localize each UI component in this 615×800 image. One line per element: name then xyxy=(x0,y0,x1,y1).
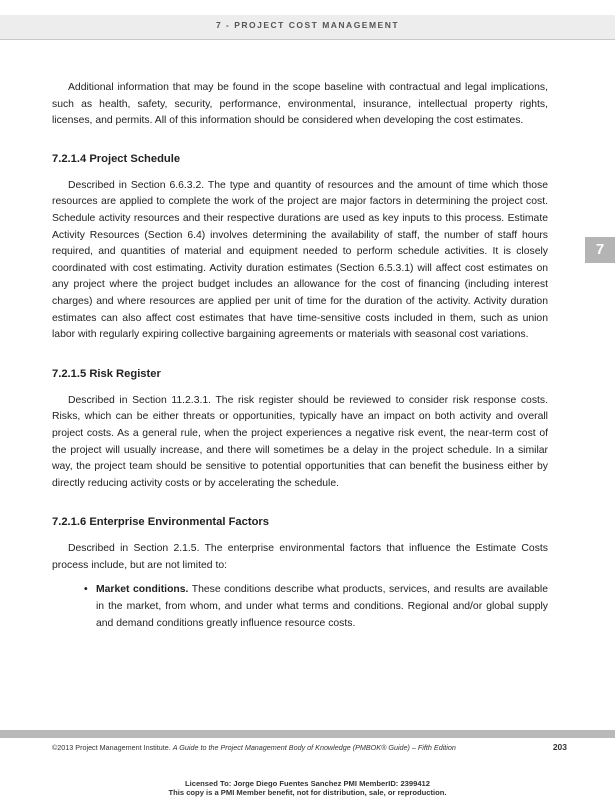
footer-guide-title: A Guide to the Project Management Body of Knowledge (PMBOK® Guide) – Fifth Edition xyxy=(172,743,456,752)
enterprise-environmental-factors-paragraph: Described in Section 2.1.5. The enterprise environmental factors that influence the Estimate Costs process include, but are not limited to: xyxy=(52,543,548,571)
license-line-1: Licensed To: Jorge Diego Fuentes Sanchez PMI MemberID: 2399412 xyxy=(184,779,431,788)
intro-paragraph: Additional information that may be found in the scope baseline with contractual and legal implications, such as health, safety, security, performance, environmental, insurance, intellectual property rights, licenses, and permits. All of this information should be considered when developing the cost estimates. xyxy=(52,82,548,127)
bullet-term: Market conditions. xyxy=(96,584,189,596)
bullet-icon: • xyxy=(84,584,88,596)
running-header: 7 - PROJECT COST MANAGEMENT xyxy=(215,20,400,30)
page-body xyxy=(52,80,548,632)
bullet-text: These conditions describe what products, services, and results are available in the market, from whom, and under what terms and conditions. Regional and/or global supply and demand conditions greatly influence resource costs. xyxy=(96,584,549,629)
section-heading-project-schedule: 7.2.1.4 Project Schedule xyxy=(52,152,181,165)
license-line-2: This copy is a PMI Member benefit, not for distribution, sale, or reproduction. xyxy=(168,787,447,797)
footer-band xyxy=(0,730,615,738)
footer-copyright: ©2013 Project Management Institute. xyxy=(52,743,171,752)
project-schedule-paragraph: Described in Section 6.6.3.2. The type and quantity of resources and the amount of time which those resources are applied to complete the work of the project are major factors in determining the project cost. Schedule activity resources and their respective durations are used as key inputs to this process. Estimate Activity Resources (Section 6.4) involves determining the availability of staff, the number of staff hours required, and quantities of material and equipment needed to perform schedule activities. It is closely coordinated with cost estimating. Activity duration estimates (Section 6.5.3.1) will affect cost estimates on any project where the project budget includes an allowance for the cost of financing (including interest charges) and where resources are applied per unit of time for the duration of the activity. Activity duration estimates can also affect cost estimates that have time-sensitive costs included in them, such as union labor with regularly expiring collective bargaining agreements or materials with seasonal cost variations. xyxy=(52,179,548,341)
footer-citation xyxy=(52,743,456,752)
list-item xyxy=(84,582,549,632)
section-heading-enterprise-environmental-factors: 7.2.1.6 Enterprise Environmental Factors xyxy=(52,516,269,529)
license-notice xyxy=(0,780,615,797)
risk-register-paragraph: Described in Section 11.2.3.1. The risk register should be reviewed to consider risk response costs. Risks, which can be either threats or opportunities, typically have an impact on both activity and overall project costs. As a general rule, when the project experiences a negative risk event, the near-term cost of the project will usually increase, and there will sometimes be a delay in the project schedule. In a similar way, the project team should be sensitive to potential opportunities that can benefit the business either by directly reducing activity costs or by accelerating the schedule. xyxy=(52,394,548,489)
section-heading-risk-register: 7.2.1.5 Risk Register xyxy=(52,367,161,380)
chapter-tab: 7 xyxy=(585,237,615,263)
page-number: 203 xyxy=(552,742,567,752)
